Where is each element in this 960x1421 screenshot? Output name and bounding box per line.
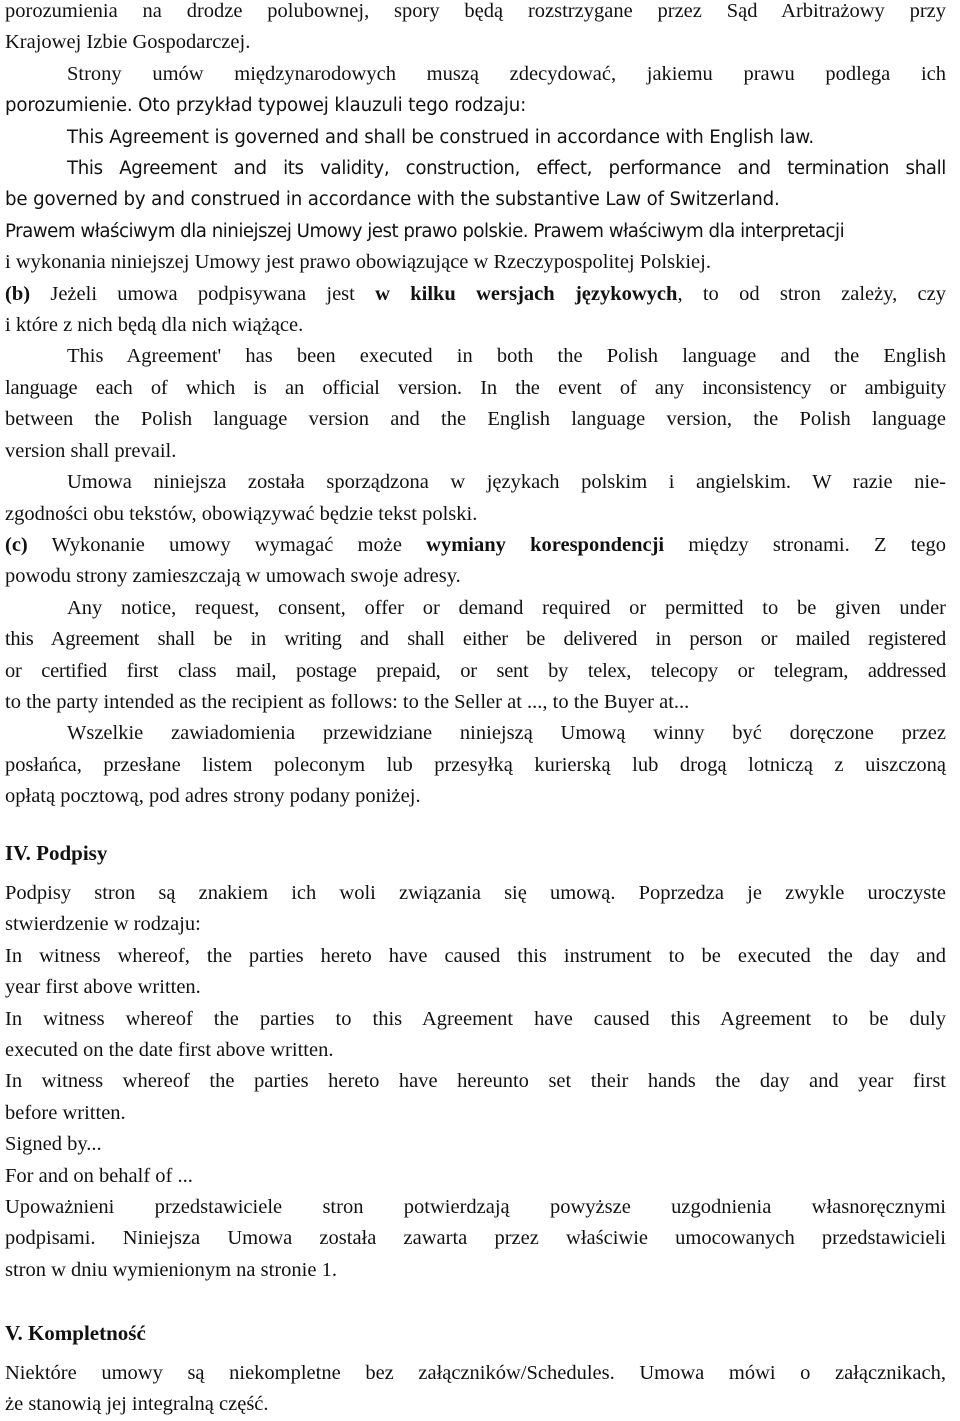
text-line: In witness whereof the parties to this Agreement have caused this Agreement to be duly <box>5 1007 946 1030</box>
text-line: porozumienia na drodze polubownej, spory będą rozstrzygane przez Sąd Arbitrażowy przy <box>5 0 946 22</box>
text-line: Prawem właściwym dla niniejszej Umowy jest prawo polskie. Prawem właściwym dla interpretacji <box>5 220 845 242</box>
text-line: For and on behalf of ... <box>5 1164 193 1187</box>
text-line: i wykonania niniejszej Umowy jest prawo obowiązujące w Rzeczypospolitej Polskiej. <box>5 251 711 274</box>
text-line: This Agreement is governed and shall be construed in accordance with English law. <box>67 126 815 148</box>
governing-law-section <box>5 0 946 813</box>
text-line: executed on the date first above written. <box>5 1039 334 1062</box>
section-marker: (b) <box>5 282 31 305</box>
bold-phrase: w kilku wersjach językowych <box>375 282 678 305</box>
text-line: This Agreement and its validity, construction, effect, performance and termination shall <box>67 158 946 180</box>
text-line: or certified first class mail, postage prepaid, or sent by telex, telecopy or telegram, addressed <box>5 659 946 682</box>
text-line: version shall prevail. <box>5 439 177 462</box>
text-line: zgodności obu tekstów, obowiązywać będzie tekst polski. <box>5 502 478 525</box>
section-b-intro: (b) Jeżeli umowa podpisywana jest w kilku wersjach językowych, to od stron zależy, czy <box>5 282 947 305</box>
completeness-section <box>5 1358 946 1421</box>
text-line: stwierdzenie w rodzaju: <box>5 913 201 936</box>
bold-phrase: wymiany korespondencji <box>426 533 665 556</box>
section-heading-iv: IV. Podpisy <box>5 841 108 865</box>
text-line: Any notice, request, consent, offer or demand required or permitted to be given under <box>67 596 946 619</box>
text-line: be governed by and construed in accordance with the substantive Law of Switzerland. <box>5 189 780 211</box>
text-line: że stanowią jej integralną część. <box>5 1393 269 1416</box>
signatures-section <box>5 878 946 1286</box>
text-line: Strony umów międzynarodowych muszą zdecydować, jakiemu prawu podlega ich <box>67 62 946 85</box>
text-line: before written. <box>5 1101 126 1124</box>
text-line: Upoważnieni przedstawiciele stron potwierdzają powyższe uzgodnienia własnoręcznymi <box>5 1196 946 1219</box>
section-marker: (c) <box>5 533 28 556</box>
text-line: In witness whereof, the parties hereto have caused this instrument to be executed the day and <box>5 944 946 967</box>
text-line: In witness whereof the parties hereto have hereunto set their hands the day and year first <box>5 1070 946 1093</box>
text-line: this Agreement shall be in writing and shall either be delivered in person or mailed registered <box>5 628 946 651</box>
text-line: Podpisy stron są znakiem ich woli związania się umową. Poprzedza je zwykle uroczyste <box>5 882 946 904</box>
text-line: Signed by... <box>5 1133 102 1156</box>
text-line: posłańca, przesłane listem poleconym lub przesyłką kurierską lub drogą lotniczą z uiszczoną <box>5 753 946 776</box>
text-line: language each of which is an official version. In the event of any inconsistency or ambiguity <box>5 376 946 399</box>
text-line: powodu strony zamieszczają w umowach swoje adresy. <box>5 565 461 588</box>
text-line: podpisami. Niniejsza Umowa została zawarta przez właściwie umocowanych przedstawicieli <box>5 1227 946 1250</box>
text-line: Krajowej Izbie Gospodarczej. <box>5 31 251 54</box>
text-line: between the Polish language version and the English language version, the Polish language <box>5 408 946 431</box>
text-line: opłatą pocztową, pod adres strony podany poniżej. <box>5 785 421 808</box>
text-line: This Agreement' has been executed in both the Polish language and the English <box>67 345 946 368</box>
text-line: to the party intended as the recipient as follows: to the Seller at ..., to the Buyer at... <box>5 690 690 713</box>
text-line: year first above written. <box>5 976 201 999</box>
section-heading-v: V. Kompletność <box>5 1321 146 1345</box>
text-line: Wszelkie zawiadomienia przewidziane niniejszą Umową winny być doręczone przez <box>67 722 946 745</box>
text-line: porozumienie. Oto przykład typowej klauzuli tego rodzaju: <box>5 95 527 117</box>
text-line: Umowa niniejsza została sporządzona w językach polskim i angielskim. W razie nie- <box>67 471 946 494</box>
section-c-intro: (c) Wykonanie umowy wymagać może wymiany korespondencji między stronami. Z tego <box>5 533 946 556</box>
text-line: i które z nich będą dla nich wiążące. <box>5 314 304 337</box>
text-line: stron w dniu wymienionym na stronie 1. <box>5 1258 337 1281</box>
text-line: Niektóre umowy są niekompletne bez załączników/Schedules. Umowa mówi o załącznikach, <box>5 1362 946 1384</box>
